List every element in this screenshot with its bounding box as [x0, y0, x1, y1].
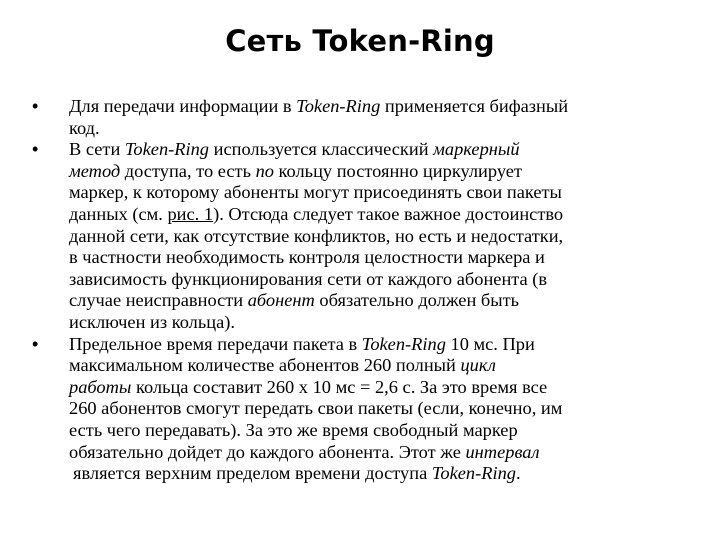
text-line: [69, 139, 690, 161]
text-run: обязательно дойдет до каждого абонента. Этот же: [69, 441, 466, 462]
text-line: [69, 118, 690, 140]
italic-term: Token-Ring: [361, 333, 446, 354]
text-run: ). Отсюда следует такое важное достоинство: [213, 203, 564, 224]
text-line: [69, 312, 690, 334]
text-run: в частности необходимость контроля целостности маркера и: [69, 247, 545, 268]
text-run: является верхним пределом времени доступа: [73, 463, 432, 484]
bullet-dot-icon: •: [32, 139, 39, 160]
text-run: есть чего передавать). За это же время свободный маркер: [69, 419, 518, 440]
italic-term: абонент: [247, 290, 315, 311]
italic-term: Token-Ring: [124, 139, 210, 160]
text-run: применяется бифазный: [380, 96, 569, 116]
italic-term: Token-Ring: [296, 96, 381, 116]
text-line: [69, 290, 690, 312]
bullet-dot-icon: •: [32, 333, 39, 354]
bullet-text: [69, 334, 690, 485]
bullet-list: [30, 96, 690, 485]
text-line: [69, 442, 690, 464]
text-line: [69, 226, 690, 248]
text-line: [69, 161, 690, 183]
text-run: маркер, к которому абоненты могут присоединять свои пакеты: [69, 182, 562, 203]
bullet-item-marker-method: [30, 139, 690, 333]
text-run: используется классический: [209, 139, 434, 160]
text-run: .: [515, 463, 521, 484]
italic-term: по: [255, 160, 274, 181]
text-run: код.: [69, 117, 100, 138]
text-line: [69, 334, 690, 356]
text-run: Для передачи информации в: [69, 96, 297, 116]
italic-term: Token-Ring: [431, 463, 516, 484]
figure-1-link[interactable]: рис. 1: [167, 203, 214, 224]
italic-term: цикл: [460, 355, 496, 376]
text-line: [69, 204, 690, 226]
italic-term: маркерный: [433, 139, 520, 160]
text-run: В сети: [69, 139, 125, 160]
text-line: [69, 269, 690, 291]
text-line: [69, 182, 690, 204]
text-run: обязательно должен быть: [314, 290, 520, 311]
text-run: зависимость функционирования сети от каждого абонента (в: [69, 268, 548, 289]
text-run: Предельное время передачи пакета в: [69, 333, 362, 354]
text-run: кольцу постоянно циркулирует: [273, 160, 523, 181]
text-run: данных (см.: [69, 203, 168, 224]
text-run: случае неисправности: [69, 290, 248, 311]
text-line: [69, 463, 690, 485]
text-run: исключен из кольца).: [69, 311, 235, 332]
text-run: кольца составит 260 х 10 мс = 2,6 с. За это время все: [131, 376, 548, 397]
text-line: [69, 355, 690, 377]
text-run: доступа, то есть: [120, 160, 256, 181]
bullet-item-packet-time: [30, 334, 690, 485]
italic-term: работы: [69, 376, 132, 397]
text-line: [69, 398, 690, 420]
text-line: [69, 420, 690, 442]
text-run: данной сети, как отсутствие конфликтов, но есть и недостатки,: [69, 225, 564, 246]
italic-term: интервал: [465, 441, 540, 462]
bullet-dot-icon: •: [32, 96, 39, 116]
text-run: 260 абонентов смогут передать свои пакеты (если, конечно, им: [69, 398, 563, 419]
text-line: [69, 247, 690, 269]
bullet-text: [69, 139, 690, 333]
bullet-item-bifase: [30, 96, 690, 139]
bullet-text: [69, 96, 690, 139]
text-line: [69, 377, 690, 399]
text-run: 10 мс. При: [445, 333, 535, 354]
slide-title: Сеть Token-Ring: [225, 24, 495, 58]
italic-term: метод: [69, 160, 121, 181]
text-run: максимальном количестве абонентов 260 полный: [69, 355, 461, 376]
text-line: [69, 96, 690, 118]
